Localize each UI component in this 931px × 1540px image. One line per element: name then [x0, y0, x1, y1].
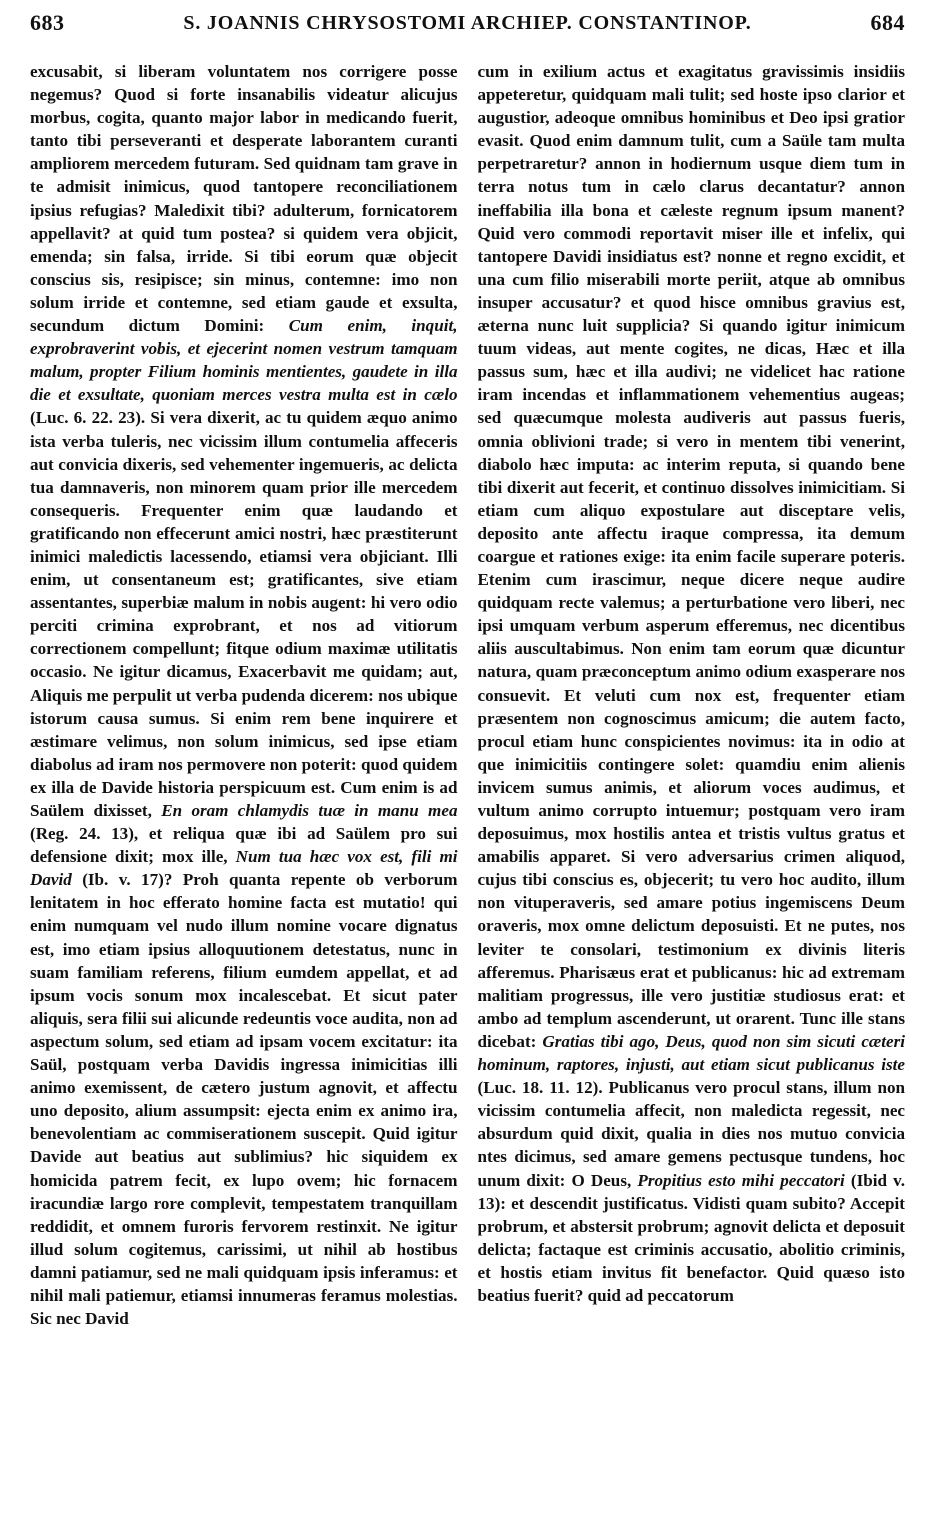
scripture-quote-luke-18: Gratias tibi ago, Deus, quod non sim sicuti cæteri hominum, raptores, injusti, aut etiam sicut publicanus iste [477, 1031, 905, 1075]
reference-luke-18-13: (Ibid v. 13): [477, 1170, 905, 1213]
reference-reg-24-13: (Reg. 24. 13), [30, 824, 139, 844]
right-text-1: cum in exilium actus et exagitatus gravissimis insidiis appeteretur, quidquam mali tulit; sed hoste ipso clarior et augustior, adeoque omnibus hominibus et Deo ipsi gratior evasit. Quod enim damnum tulit, cum a Saüle tam multa perpetraretur? annon in hodiernum usque diem tum in terra notus tum in cælo clarus decantatur? annon ineffabilia illa bona et cæleste regnum ipsum manent? Quid vero commodi reportavit miser ille et infelix, qui tantopere Davidi insidiatus est? nonne et regno excidit, et una cum filio miserabili morte periit, atque ab omnibus insuper accusatur? et quod hisce omnibus gravius est, æterna nunc luit supplicia? Si quando igitur inimicum tuum videas, aut mente cogites, ne dicas, Hæc et illa passus sum, hæc et illa audivi; ne videlicet hac ratione iram incendas et inflammationem vehementius augeas; sed quæcumque molesta audiveris aut passus fueris, omnia oblivioni trade; si vero in mentem tibi venerint, diabolo hæc imputa: ac interim reputa, si quando bene tibi dixerit aut fecerit, et continuo dissolves inimicitiam. Si etiam cum aliquo expostulare aut disceptare velis, deposito ante affectu iraque compressa, ita demum coargue et rationes exige: ita enim facile superare poteris. Etenim cum irascimur, neque dicere neque audire quidquam recte valemus; a perturbatione vero liberi, nec ipsi umquam verbum asperum efferemus, nec dicentibus aliis auscultabimus. Non enim tam eorum quæ dicuntur natura, quam præconceptum animo odium exasperare nos consuevit. Et veluti cum nox est, frequenter etiam præsentem non cognoscimus amicum; die autem facto, procul etiam hunc conspicientes novimus: ita in odio at que inimicitiis contingere solet: quamdiu enim alienis invicem sumus animis, et aliorum voces audimus, et vultum animo corrupto intuemur; postquam vero iram deposuimus, mox hostilis antea et tristis vultus gratus et amabilis apparet. Si vero adversarius crimen aliquod, cujus tibi conscius es, objecerit; tu vero hoc audito, illum non vituperaveris, sed amare potius ingemiscens Deum oraveris, mox omne delictum deposuisti. Et ne putes, nos leviter te consolari, testimonium ex divinis literis afferemus. Pharisæus erat et publicanus: hic ad extremam malitiam progressus, ille vero justitiæ studiosus erat: et ambo ad templum ascenderunt, ut orarent. Tunc ille stans dicebat: [477, 62, 905, 1051]
scripture-quote-reg-24-13: En oram chlamydis tuæ in manu mea [151, 801, 458, 820]
reference-luke-18: (Luc. 18. 11. 12). [477, 1078, 603, 1098]
reference-reg-24-17: (Ib. v. 17)? [82, 870, 173, 890]
scripture-quote-luke-6: Cum enim, inquit, exprobraverint vobis, et ejecerint nomen vestrum tamquam malum, propter Filium hominis mentientes, gaudete in illa die et exsultate, quoniam merces vestra multa est in cælo [30, 316, 458, 405]
right-text-2: Publicanus vero procul stans, illum non vicissim contumelia affecit, non maledicta regessit, nec absurdum quid dixit, qualia in dies nos mutuo convicia ntes dicimus, sed amare gemens pectusque tundens, hoc unum dixit: O Deus, [477, 1078, 905, 1190]
right-column [478, 60, 906, 1532]
reference-luke-6: (Luc. 6. 22. 23). [30, 408, 146, 428]
page-number-right: 684 [870, 10, 905, 35]
page-number-left: 683 [30, 10, 65, 35]
left-text-4: Proh quanta repente ob verborum lenitatem in hoc efferato homine facta est mutatio! qui enim numquam vel nudo illum nomine vocare dignatus est, imo etiam ipsius alloquutionem detestatus, nunc in suam familiam referens, filium eumdem appellat, et ad ipsum vocis sonum mox incalescebat. Et sicut pater aliquis, sera filii sui alicunde redeuntis voce audita, non ad aspectum solum, sed etiam ad ipsam vocem excitatur: ita Saül, postquam verba Davidis ingressa inimicitias illi animo exemissent, de cætero justum agnovit, et affectu uno deposito, alium assumpsit: ejecta enim ex animo ira, benevolentiam ac commiserationem suscepit. Quid igitur Davide aut beatius aut sublimius? hic siquidem ex homicida patrem fecit, ex lupo ovem; hic fornacem iracundiæ largo rore complevit, tempestatem tranquillam reddidit, et omnem furoris fervorem restinxit. Ne igitur illud solum cogitemus, carissimi, ut nihil ab hostibus damni patiamur, sed ne mali quidquam ipsis inferamus: et nihil mali patiemur, etiamsi innumeras feramus molestias. Sic nec David [30, 870, 458, 1329]
left-text-1: excusabit, si liberam voluntatem nos corrigere posse negemus? Quod si forte insanabilis videatur alicujus morbus, cogita, quanto major labor in medicando fuerit, tanto tibi perseveranti et desperate laborantem curanti ampliorem mercedem futuram. Sed quidnam tam grave in te admisit inimicus, quod tantopere reconciliationem ipsius refugias? Maledixit tibi? adulterum, fornicatorem appellavit? at quid tum postea? si quidem vera objicit, emenda; sin falsa, irride. Si tibi eorum quæ objecit conscius sis, resipisce; sin minus, contemne: imo non solum irride et contemne, sed etiam gaude et exsulta, secundum dictum Domini: [30, 62, 458, 336]
left-text-2: Si vera dixerit, ac tu quidem æquo animo ista verba tuleris, nec vicissim illum contumelia affeceris aut convicia dixeris, sed vehementer ingemueris, ac delicta tua damnaveris, non minorem quam prior ille mercedem consequeris. Frequenter enim quæ laudando et gratificando non effecerunt amici nostri, hæc præstiterunt inimici maledictis lacessendo, etiamsi vera objiciant. Illi enim, ut consentaneum est; gratificantes, sive etiam assentantes, superbiæ malum in nobis augent: hi vero odio perciti crimina exprobrant, et nos ad vitiorum correctionem compellunt; fitque odium maximæ utilitatis occasio. Ne igitur dicamus, Exacerbavit me quidam; aut, Aliquis me perpulit ut verba pudenda dicerem: nos ubique istorum causa sumus. Si enim rem bene inquirere et æstimare velimus, non solum inimicus, sed ipse etiam diabolus ad iram nos permovere non poterit: quod quidem ex illa de Davide historia perspicuum est. Cum enim is ad Saülem dixisset, [30, 408, 458, 820]
left-text-3: et reliqua quæ ibi ad Saülem pro sui defensione dixit; mox ille, [30, 824, 458, 867]
right-column-text [478, 60, 906, 1307]
left-column-text [30, 60, 458, 1330]
running-title: S. JOANNIS CHRYSOSTOMI ARCHIEP. CONSTANTINOP. [183, 11, 752, 34]
right-text-3: et descendit justificatus. Vidisti quam subito? Accepit probrum, et abstersit probrum; agnovit delicta et deposuit delicta; factaque est criminis accusatio, abolitio criminis, et hostis etiam invitus fit benefactor. Quid quæso isto beatius fuerit? quid ad peccatorum [477, 1193, 905, 1305]
text-columns [30, 60, 905, 1532]
scripture-quote-reg-24-17: Num tua hæc vox est, fili mi David [30, 847, 458, 890]
left-column [30, 60, 458, 1532]
running-head [30, 6, 905, 40]
scripture-quote-luke-18-13: Propitius esto mihi peccatori [631, 1170, 851, 1190]
